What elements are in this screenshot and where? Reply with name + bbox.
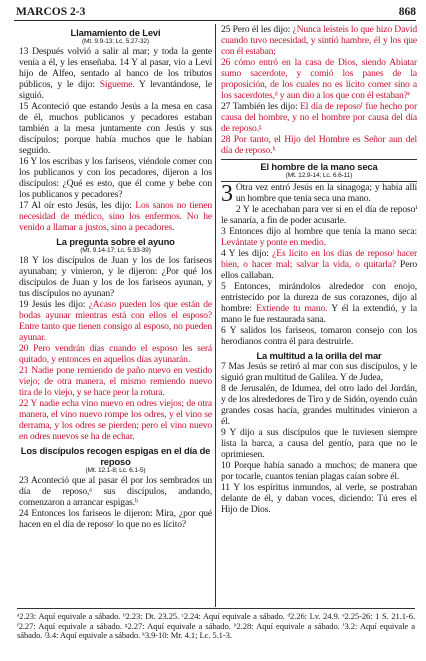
chapter-opening-verse — [221, 181, 417, 207]
words-of-jesus: Sígueme. — [99, 79, 135, 90]
verse-paragraph — [19, 255, 212, 299]
words-of-jesus: cómo entró en la casa de Dios, siendo Abiatar sumo sacerdote, y comió los panes de la proposición, de los cuales no es lícito comer sino a los sacerdotes,ᵈ y aun dio a los que con él estaban?ᵉ — [221, 57, 417, 101]
verse-text: Pero ellos callaban. — [221, 259, 418, 281]
verse-paragraph — [221, 427, 417, 460]
parallel-reference: (Mt. 9.14-17; Lc. 5.33-39) — [80, 247, 151, 254]
verse-text: 13 Después volvió a salir al mar; y toda la gente venía a él, y les enseñaba. — [19, 46, 212, 68]
section-heading-block — [19, 27, 212, 46]
words-of-jesus: Pero vendrán días cuando el esposo les será quitado, y entonces en aquellos días ayunarán. — [19, 343, 213, 365]
verse-paragraph — [19, 343, 212, 365]
verse-paragraph — [19, 508, 212, 530]
verse-text: 8 de Jerusalén, de Idumea, del otro lado del Jordán, y de los alrededores de Tiro y de Sidón, oyendo cuán grandes cosas hacía, grandes multitudes vinieron a él. — [221, 383, 417, 427]
verse-paragraph — [221, 248, 417, 281]
verse-text: Otra vez entró Jesús en la sinagoga; y había allí un hombre que tenía seca una mano. — [235, 182, 417, 204]
verse-paragraph — [221, 361, 417, 383]
verse-paragraph — [19, 398, 212, 442]
verse-paragraph — [19, 200, 212, 233]
verse-paragraph — [19, 156, 212, 200]
verse-paragraph — [221, 383, 417, 427]
words-of-jesus: 20 — [19, 343, 34, 354]
words-of-jesus: 26 — [221, 57, 235, 68]
page-number: 868 — [398, 6, 416, 18]
left-column — [19, 24, 212, 530]
section-heading-block — [19, 236, 212, 255]
section-heading-block — [221, 159, 417, 182]
verse-text: 18 Y los discípulos de Juan y los de los fariseos ayunaban; y vinieron, y le dijeron: ¿Por qué los discípulos de Juan y los de los fariseos ayunan, y tus discípulos no ayunan? — [19, 255, 212, 299]
words-of-jesus: ¿Es lícito en los días de reposoʲ hacer bien, o hacer mal; salvar la vida, o quitarla? — [221, 248, 417, 270]
verse-text: Y él la extendió, y la mano le fue restaurada sana. — [221, 303, 417, 325]
words-of-jesus: ¿Acaso pueden los que están de bodas ayunar mientras está con ellos el esposo? Entre tanto que tienen consigo al esposo, no pueden ayunar. — [19, 299, 213, 343]
verse-text: 15 Aconteció que estando Jesús a la mesa en casa de él, muchos publicanos y pecadores estaban también a la mesa juntamente con Jesús y sus discípulos; porque había muchos que le habían seguido. — [19, 101, 212, 156]
words-of-jesus: 22 — [19, 398, 31, 409]
verse-paragraph — [221, 460, 417, 482]
verse-text: 24 Entonces los fariseos le dijeron: Mira, ¿por qué hacen en el día de reposoᶜ lo que no es lícito? — [19, 508, 212, 530]
verse-text: 6 Y salidos los fariseos, tomaron consejo con los herodianos contra él para destruirle. — [221, 325, 417, 347]
verse-paragraph — [19, 365, 212, 398]
words-of-jesus: Los sanos no tienen necesidad de médico, sino los enfermos. No he venido a llamar a justos, sino a pecadores. — [19, 200, 212, 233]
words-of-jesus: El día de reposoᶠ fue hecho por causa del hombre, y no el hombre por causa del día de reposo.ᵍ — [221, 101, 417, 134]
verse-paragraph — [221, 57, 417, 101]
section-heading: La multitud a la orilla del mar — [256, 350, 382, 361]
verse-text: 11 Y los espíritus inmundos, al verle, se postraban delante de él, y daban voces, diciendo: Tú eres el Hijo de Dios. — [221, 482, 417, 515]
parallel-reference: (Mt. 12.9-14; Lc. 6.6-11) — [285, 172, 353, 179]
section-heading-block — [221, 350, 417, 361]
words-of-jesus: ¿Nunca leísteis lo que hizo David cuando tuvo necesidad, y sintió hambre, él y los que con él estaban; — [221, 24, 417, 57]
words-of-jesus: Nadie pone remiendo de paño nuevo en vestido viejo; de otra manera, el mismo remiendo nuevo tira de lo viejo, y se hace peor la rotura. — [19, 365, 212, 398]
verse-paragraph — [221, 24, 417, 57]
verse-paragraph — [221, 482, 417, 515]
words-of-jesus: 21 — [19, 365, 32, 376]
section-heading: Llamamiento de Levi — [70, 27, 161, 38]
running-head: MARCOS 2-3 — [16, 6, 86, 18]
parallel-reference: (Mt. 12.1-8; Lc. 6.1-5) — [85, 467, 146, 474]
verse-paragraph — [19, 299, 212, 343]
verse-paragraph — [221, 325, 417, 347]
verse-text: 19 Jesús les dijo: — [19, 299, 89, 310]
verse-paragraph — [221, 134, 417, 156]
section-heading: El hombre de la mano seca — [260, 161, 378, 172]
verse-text: 4 Y les dijo: — [221, 248, 273, 259]
verse-paragraph — [19, 475, 212, 508]
words-of-jesus: Y nadie echa vino nuevo en odres viejos; de otra manera, el vino nuevo rompe los odres, y el vino se derrama, y los odres se pierden; pero el vino nuevo en odres nuevos se ha de echar. — [19, 398, 212, 442]
words-of-jesus: Extiende tu mano. — [256, 303, 328, 314]
verse-text: 2 Y le acechaban para ver si en el día de reposoⁱ le sanaría, a fin de poder acusarle. — [221, 204, 417, 226]
verse-text: 16 Y los escribas y los fariseos, viéndole comer con los publicanos y con los pecadores, dijeron a los discípulos: ¿Qué es esto, que él come y bebe con los publicanos y pecadores? — [19, 156, 212, 200]
chapter-number: 3 — [221, 181, 233, 207]
words-of-jesus: 28 — [221, 134, 234, 145]
parallel-reference: (Mt. 9.9-13; Lc. 5.27-32) — [82, 38, 149, 45]
verse-text: 25 Pero él les dijo: — [221, 24, 293, 35]
verse-paragraph — [221, 281, 417, 325]
verse-paragraph — [19, 101, 212, 156]
verse-paragraph — [221, 101, 417, 134]
verse-text: 9 Y dijo a sus discípulos que le tuviesen siempre lista la barca, a causa del gentío, para que no le oprimiesen. — [221, 427, 417, 460]
verse-text: 7 Mas Jesús se retiró al mar con sus discípulos, y le siguió gran multitud de Galilea. Y de Judea, — [221, 361, 417, 383]
footnotes: ᵃ2.23: Aquí equivale a sábado. ᵇ2.23: Dt. 23.25. ᶜ2.24: Aquí equivale a sábado. ᵈ2.26: Lv. 24.9. ᵉ2.25-26: 1 S. 21.1-6. ᶠ2.27: Aquí equivale a sábado. ᵍ2.27: Aquí equivale a sábado. ʰ2.28: Aquí equivale a sábado. ⁱ3.2: Aquí equivale a sábado. ʲ3.4: Aquí equivale a sábado. ᵏ3.9-10: Mr. 4.1; Lc. 5.1-3. — [17, 608, 415, 641]
words-of-jesus: Por tanto, el Hijo del Hombre es Señor aun del día de reposo.ʰ — [221, 134, 418, 156]
verse-text: 5 Entonces, mirándolos alrededor con enojo, entristecido por la dureza de sus corazones, dijo al hombre: — [221, 281, 417, 314]
verse-text: 14 Y al pasar, vio a Leví hijo de Alfeo, sentado al banco de los tributos públicos, y le dijo: — [19, 57, 213, 90]
page-header — [14, 6, 416, 21]
column-divider — [215, 24, 216, 607]
right-column — [221, 24, 417, 515]
verse-text: 10 Porque había sanado a muchos; de manera que por tocarle, cuantos tenían plagas caían sobre él. — [221, 460, 417, 482]
verse-text: 17 Al oír esto Jesús, les dijo: — [19, 200, 136, 211]
verse-paragraph — [221, 226, 417, 248]
section-heading: Los discípulos recogen espigas en el día de reposo — [20, 445, 211, 467]
verse-paragraph — [19, 46, 212, 101]
words-of-jesus: Levántate y ponte en medio. — [221, 237, 326, 248]
section-heading-block — [19, 445, 212, 475]
verse-text: 23 Aconteció que al pasar él por los sembrados un día de reposo,ᵃ sus discípulos, andando, comenzaron a arrancar espigas.ᵇ — [19, 475, 212, 508]
verse-text: 3 Entonces dijo al hombre que tenía la mano seca: — [221, 226, 417, 237]
verse-text: 27 También les dijo: — [221, 101, 301, 112]
section-heading: La pregunta sobre el ayuno — [56, 236, 175, 247]
verse-paragraph — [221, 204, 417, 226]
verse-text: Y levantándose, le siguió. — [19, 79, 212, 101]
